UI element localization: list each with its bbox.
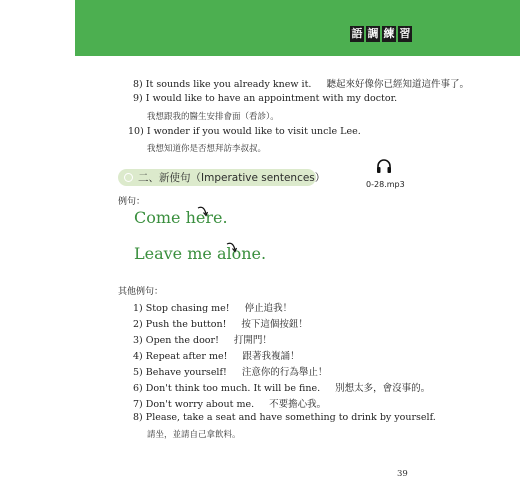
item-chinese: 打開門！ (233, 335, 272, 346)
section-title: 二、新使句（Imperative sentences） (138, 172, 326, 184)
list-item (133, 348, 299, 362)
list-item (133, 364, 327, 378)
item-english: Repeat after me! (145, 351, 228, 362)
section-tag-char: 語 (351, 27, 363, 40)
bullet-icon (124, 173, 133, 182)
item-chinese: 請坐，並請自己拿飲料。 (147, 430, 241, 440)
item-english: Behave yourself! (145, 367, 227, 378)
falling-intonation-arrow-icon (196, 204, 210, 218)
item-number: 7) (133, 399, 143, 410)
item-english: Stop chasing me! (145, 303, 230, 314)
item-english: Don't worry about me. (145, 399, 255, 410)
falling-intonation-arrow-icon (225, 240, 239, 254)
item-number: 3) (133, 335, 143, 346)
item-chinese: 我想知道你是否想拜訪李叔叔。 (147, 144, 267, 154)
item-english: Please, take a seat and have something to drink by yourself. (145, 412, 436, 423)
item-english: Open the door! (145, 335, 219, 346)
item-chinese: 不要擔心我。 (269, 399, 327, 410)
item-chinese: 別想太多，會沒事的。 (335, 383, 431, 394)
item-number: 5) (133, 367, 143, 378)
list-item (133, 76, 469, 90)
list-item (133, 396, 326, 410)
list-item (133, 93, 397, 104)
examples-label: 例句： (118, 197, 146, 207)
item-english: I wonder if you would like to visit uncle Lee. (146, 126, 361, 137)
item-number: 2) (133, 319, 143, 330)
audio-track-label: 0-28.mp3 (366, 180, 405, 189)
item-number: 8) (133, 412, 143, 423)
section-tag (350, 26, 414, 42)
item-english: Don't think too much. It will be fine. (145, 383, 321, 394)
item-english: I would like to have an appointment with my doctor. (145, 93, 398, 104)
header-bar (75, 0, 520, 56)
list-item (128, 126, 361, 137)
section-tag-char: 練 (383, 27, 395, 40)
headphone-icon[interactable] (375, 157, 393, 175)
list-item (133, 380, 430, 394)
example-sentence: Leave me alone. (134, 244, 267, 263)
section-heading (118, 169, 326, 186)
list-item (133, 316, 308, 330)
item-number: 8) (133, 79, 143, 90)
section-tag-char: 習 (399, 27, 411, 40)
item-number: 4) (133, 351, 143, 362)
item-english: It sounds like you already knew it. (145, 79, 312, 90)
item-english: Push the button! (145, 319, 227, 330)
section-tag-char: 調 (367, 27, 379, 40)
more-examples-label: 其他例句： (118, 287, 164, 297)
item-chinese: 我想跟我的醫生安排會面（看診）。 (147, 112, 279, 122)
page-number: 39 (397, 469, 408, 479)
example-sentence: Come here. (134, 208, 228, 227)
list-item (133, 412, 436, 423)
item-number: 9) (133, 93, 143, 104)
item-chinese: 注意你的行為舉止！ (241, 367, 328, 378)
item-chinese: 聽起來好像你已經知道這件事了。 (326, 79, 469, 90)
item-number: 10) (128, 126, 144, 137)
item-chinese: 跟著我複誦！ (242, 351, 300, 362)
list-item (133, 300, 292, 314)
list-item (133, 332, 272, 346)
item-chinese: 停止追我！ (244, 303, 293, 314)
item-number: 6) (133, 383, 143, 394)
item-number: 1) (133, 303, 143, 314)
item-chinese: 按下這個按鈕！ (241, 319, 308, 330)
